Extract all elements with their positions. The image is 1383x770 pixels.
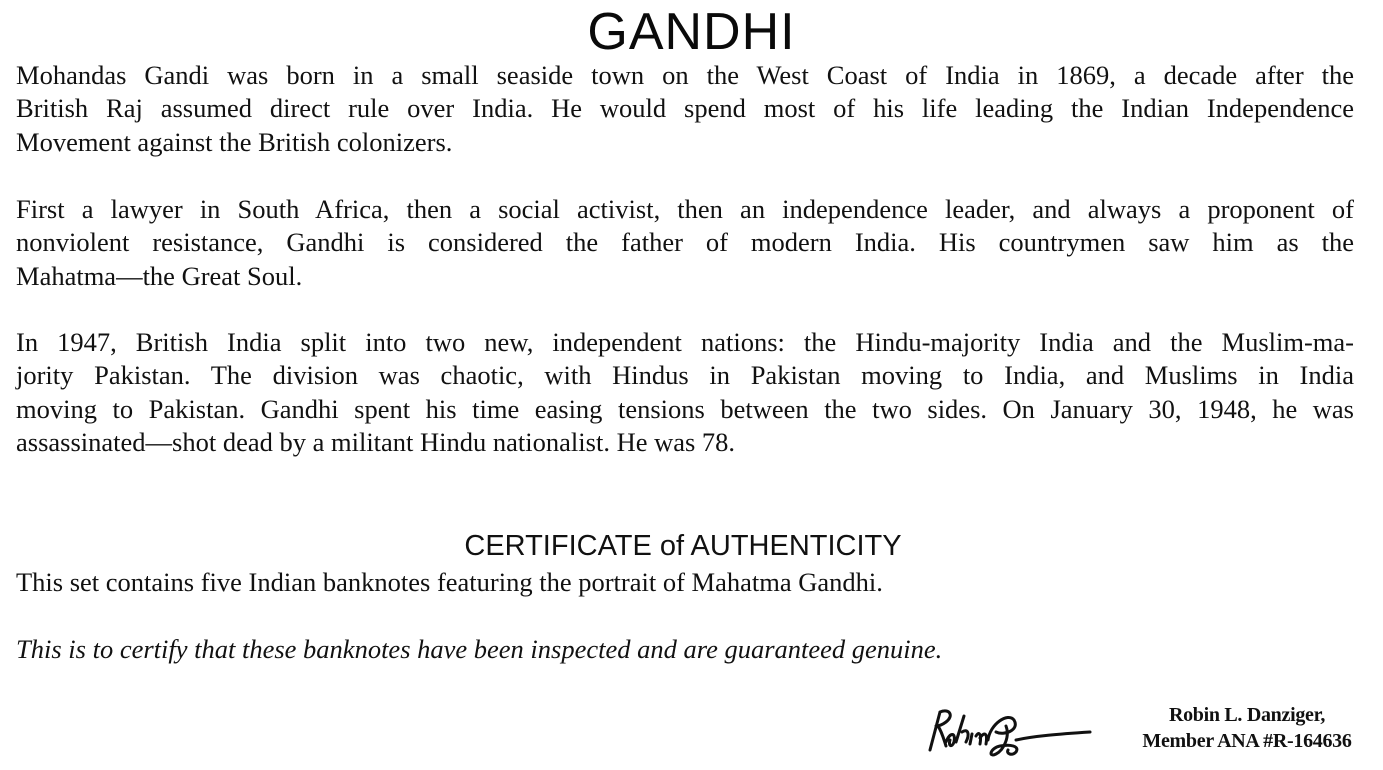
certificate-title: CERTIFICATE of AUTHENTICITY (464, 530, 902, 562)
paragraph-line: In 1947, British India split into two new, independent nations: the Hindu-majority India and the Muslim-ma- (16, 327, 1354, 357)
paragraph-early-life (16, 59, 1354, 159)
paragraph-line: jority Pakistan. The division was chaotic, with Hindus in Pakistan moving to India, and Muslims in India (16, 360, 1354, 391)
paragraph-line: nonviolent resistance, Gandhi is considered the father of modern India. His countrymen saw him as the (16, 227, 1354, 258)
paragraph-line: moving to Pakistan. Gandhi spent his time easing tensions between the two sides. On January 30, 1948, he was (16, 393, 1354, 424)
certificate-contents: This set contains five Indian banknotes featuring the portrait of Mahatma Gandhi. (16, 567, 883, 597)
paragraph-line: Mahatma—the Great Soul. (16, 260, 303, 291)
paragraph-line: Mohandas Gandi was born in a small seaside town on the West Coast of India in 1869, a decade after the (16, 60, 1354, 90)
signer-block (1120, 702, 1374, 754)
paragraph-career (16, 193, 1354, 293)
certificate-statement: This is to certify that these banknotes have been inspected and are guaranteed genuine. (16, 634, 943, 664)
paragraph-line: First a lawyer in South Africa, then a social activist, then an independence leader, and always a proponent of (16, 194, 1354, 224)
page-title: GANDHI (587, 3, 796, 61)
signature-icon (924, 702, 1094, 762)
paragraph-line: Movement against the British colonizers. (16, 126, 453, 157)
paragraph-line: British Raj assumed direct rule over India. He would spend most of his life leading the Indian Independence (16, 93, 1354, 124)
paragraph-line: assassinated—shot dead by a militant Hindu nationalist. He was 78. (16, 426, 736, 457)
signer-name: Robin L. Danziger, (1168, 704, 1326, 726)
paragraph-partition (16, 326, 1354, 459)
signer-membership: Member ANA #R-164636 (1142, 730, 1352, 752)
